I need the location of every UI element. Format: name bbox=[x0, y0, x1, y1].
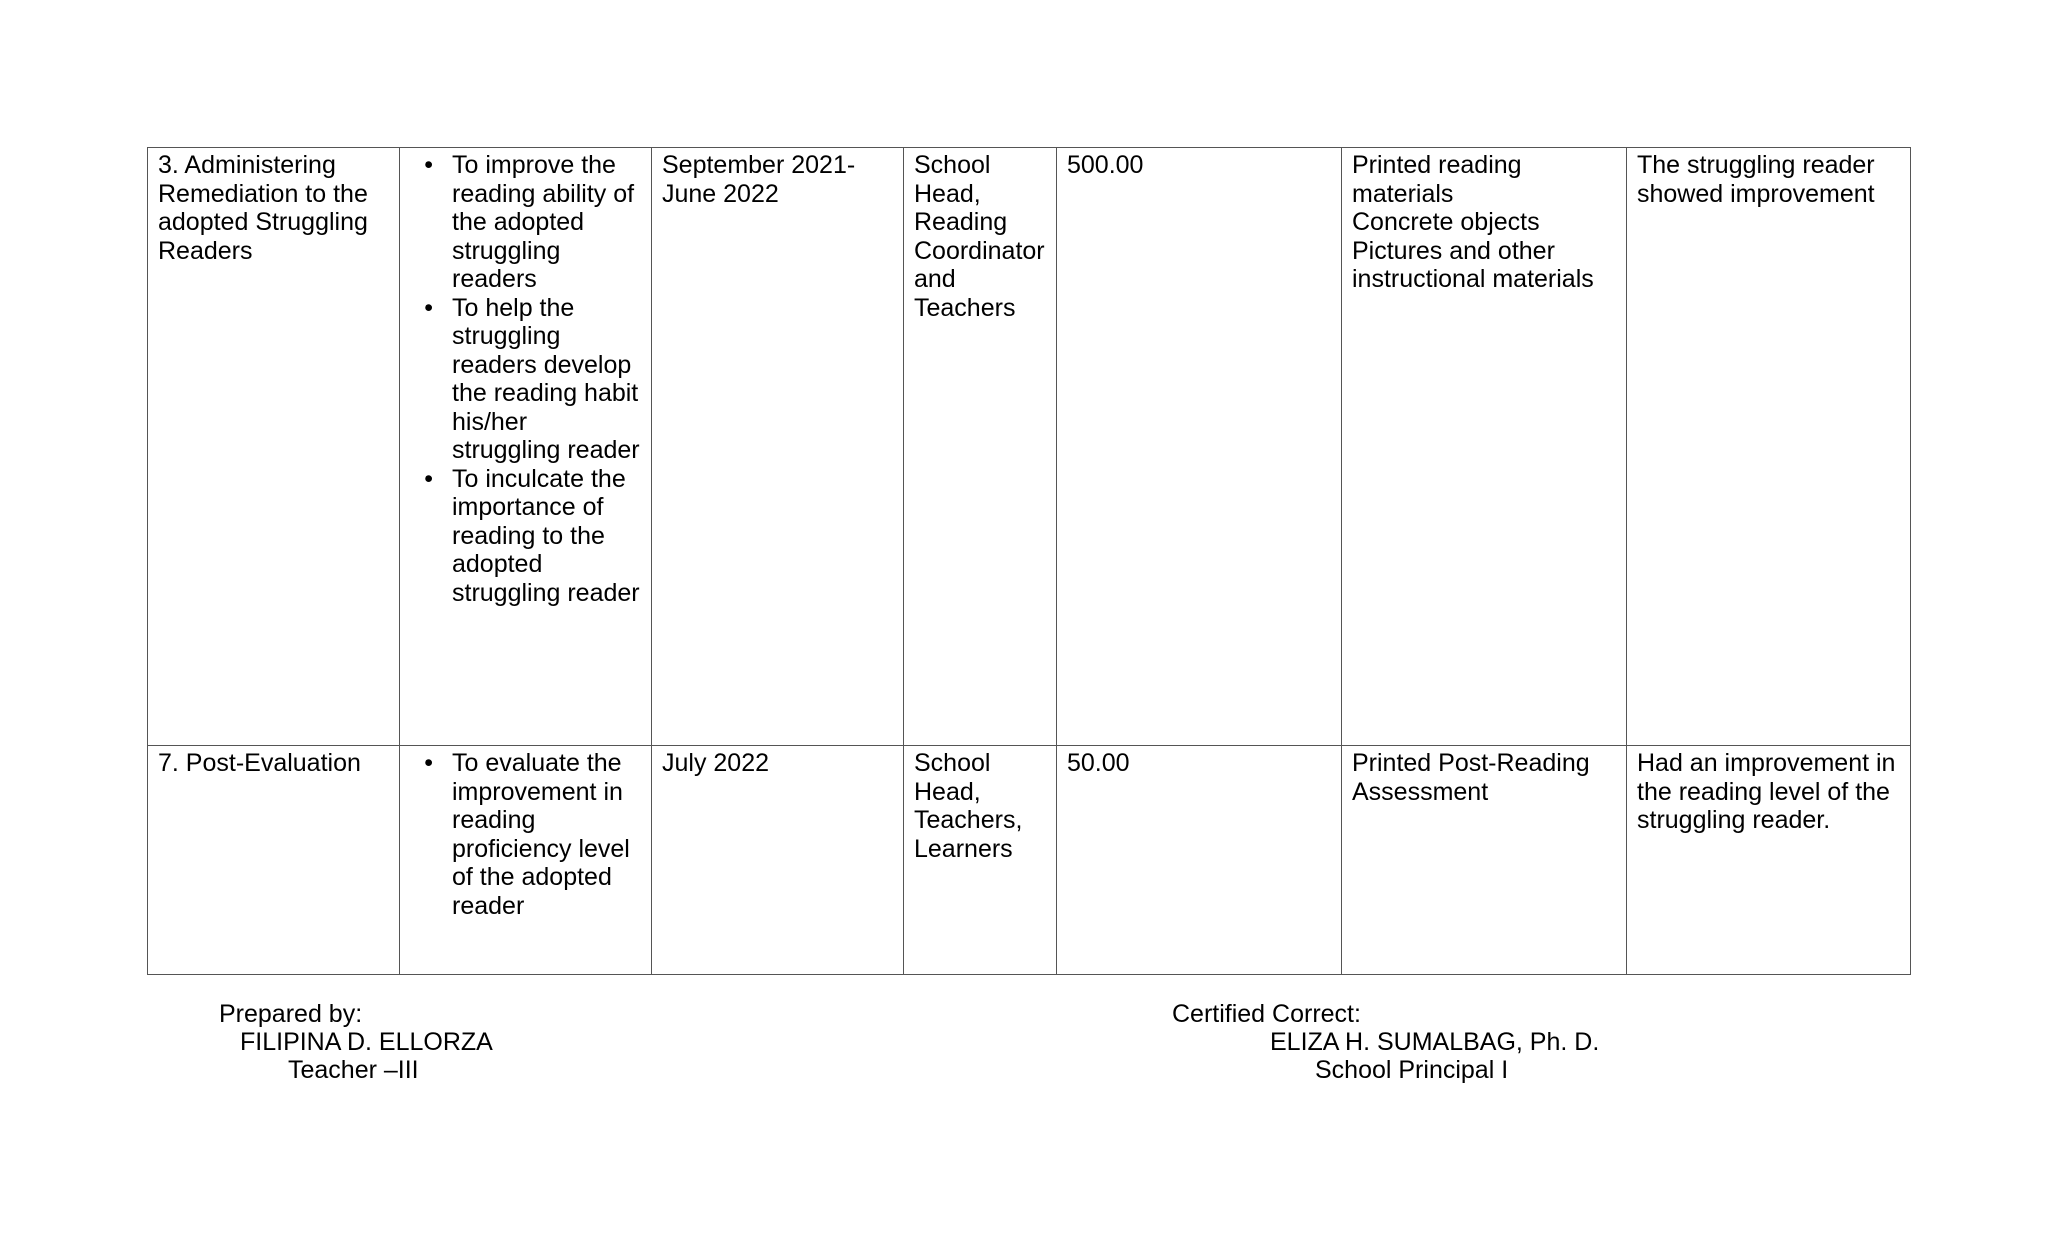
resources-text: Printed reading materials Concrete objects Pictures and other instructional materials bbox=[1352, 151, 1594, 293]
outcome-cell bbox=[1627, 746, 1911, 975]
objective-item: • To improve the reading ability of the adopted struggling readers bbox=[410, 151, 641, 294]
resources-cell bbox=[1342, 148, 1627, 746]
objectives-cell bbox=[400, 148, 652, 746]
outcome-text: The struggling reader showed improvement bbox=[1637, 151, 1875, 208]
certified-correct-label: Certified Correct: bbox=[1172, 1000, 1361, 1028]
certified-by-title: School Principal I bbox=[1315, 1056, 1509, 1084]
resources-text: Printed Post-Reading Assessment bbox=[1352, 749, 1590, 806]
table-row bbox=[148, 148, 1911, 746]
timeframe-cell bbox=[652, 148, 904, 746]
timeframe-text: July 2022 bbox=[662, 749, 770, 777]
outcome-cell bbox=[1627, 148, 1911, 746]
prepared-by-name: FILIPINA D. ELLORZA bbox=[240, 1028, 493, 1056]
budget-text: 500.00 bbox=[1067, 151, 1144, 179]
activity-cell bbox=[148, 148, 400, 746]
persons-cell bbox=[904, 746, 1057, 975]
budget-cell bbox=[1057, 746, 1342, 975]
timeframe-text: September 2021- June 2022 bbox=[662, 151, 856, 208]
activity-text: 3. Administering Remediation to the adopted Struggling Readers bbox=[158, 151, 368, 265]
prepared-by-title: Teacher –III bbox=[288, 1056, 419, 1084]
objectives-cell bbox=[400, 746, 652, 975]
objective-item: • To inculcate the importance of reading to the adopted struggling reader bbox=[410, 465, 641, 608]
outcome-text: Had an improvement in the reading level of the struggling reader. bbox=[1637, 749, 1896, 834]
table-row bbox=[148, 746, 1911, 975]
objective-item: • To help the struggling readers develop the reading habit his/her struggling reader bbox=[410, 294, 641, 465]
objectives-list bbox=[410, 749, 641, 920]
certified-by-name: ELIZA H. SUMALBAG, Ph. D. bbox=[1270, 1028, 1600, 1056]
activity-text: 7. Post-Evaluation bbox=[158, 749, 361, 777]
objective-item: • To evaluate the improvement in reading proficiency level of the adopted reader bbox=[410, 749, 641, 920]
persons-text: School Head, Reading Coordinator and Teachers bbox=[914, 151, 1045, 322]
prepared-by-label: Prepared by: bbox=[219, 1000, 363, 1028]
persons-text: School Head, Teachers, Learners bbox=[914, 749, 1023, 863]
timeframe-cell bbox=[652, 746, 904, 975]
budget-cell bbox=[1057, 148, 1342, 746]
persons-cell bbox=[904, 148, 1057, 746]
budget-text: 50.00 bbox=[1067, 749, 1130, 777]
objectives-list bbox=[410, 151, 641, 607]
action-plan-table bbox=[147, 147, 1911, 975]
activity-cell bbox=[148, 746, 400, 975]
resources-cell bbox=[1342, 746, 1627, 975]
